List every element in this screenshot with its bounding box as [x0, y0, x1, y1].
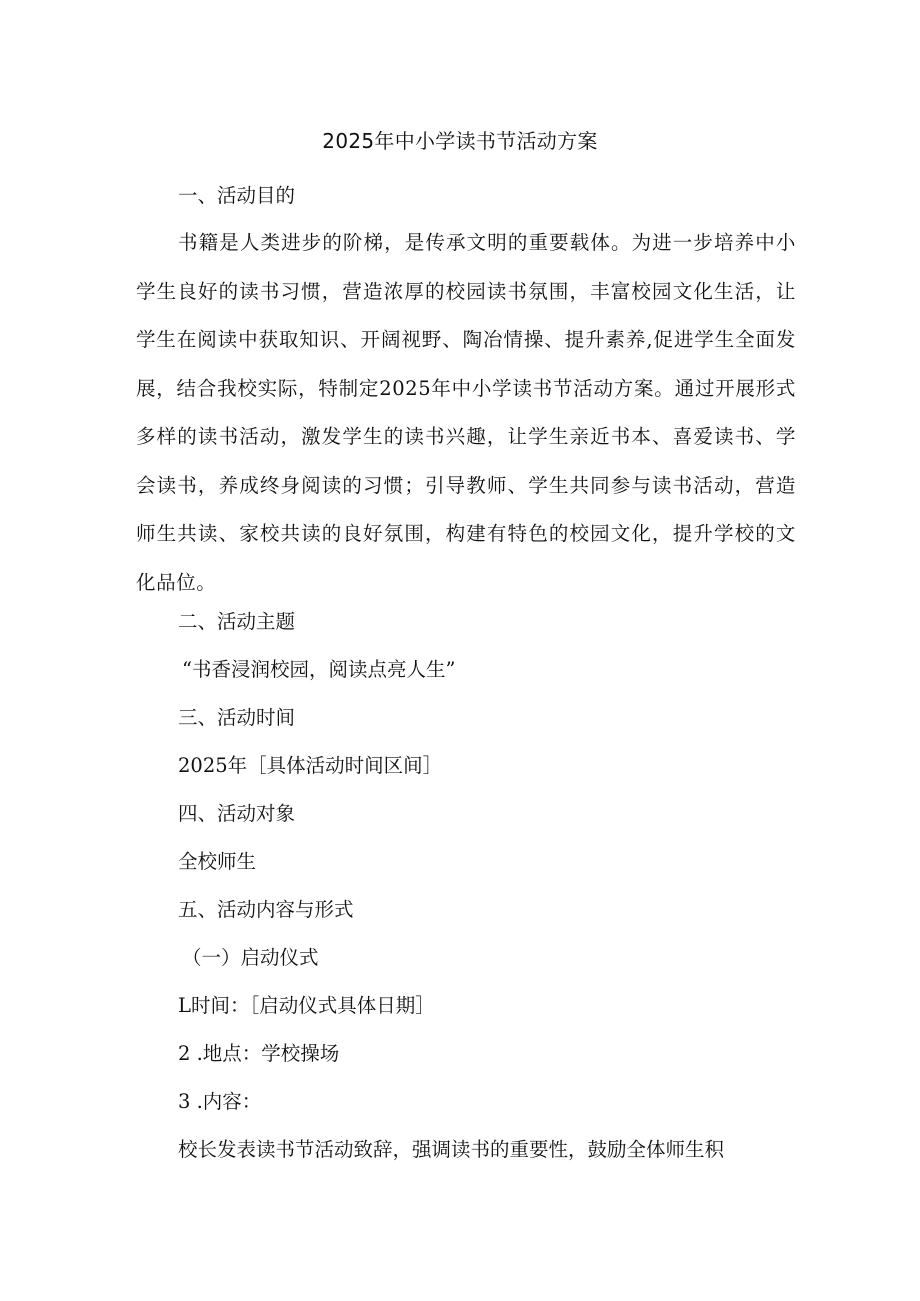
item-1-time: L时间：［启动仪式具体日期］: [178, 994, 435, 1017]
section4-target: 全校师生: [178, 850, 257, 873]
section3-time: 2025年［具体活动时间区间］: [178, 754, 443, 777]
section4-heading: 四、活动对象: [178, 802, 296, 825]
document-title: 2025年中小学读书节活动方案: [322, 129, 598, 153]
section3-heading: 三、活动时间: [178, 706, 296, 729]
subsection1-heading: （一）启动仪式: [182, 946, 319, 969]
section5-heading: 五、活动内容与形式: [178, 898, 354, 921]
section1-heading: 一、活动目的: [178, 184, 296, 207]
section2-theme: “书香浸润校园，阅读点亮人生”: [182, 658, 456, 681]
section2-heading: 二、活动主题: [178, 610, 296, 633]
item-2-location: 2 .地点：学校操场: [178, 1042, 340, 1065]
item-3-content-label: 3 .内容：: [178, 1090, 262, 1113]
section1-paragraph: 书籍是人类进步的阶梯，是传承文明的重要载体。为进一步培养中小学生良好的读书习惯，营造浓厚的校园读书氛围，丰富校园文化生活，让学生在阅读中获取知识、开阔视野、陶冶情操、提升素养,促进学生全面发展，结合我校实际，特制定2025年中小学读书节活动方案。通过开展形式多样的读书活动，激发学生的读书兴趣，让学生亲近书本、喜爱读书、学会读书，养成终身阅读的习惯；引导教师、学生共同参与读书活动，营造师生共读、家校共读的良好氛围，构建有特色的校园文化，提升学校的文化品位。: [136, 231, 796, 594]
item-3-content-text: 校长发表读书节活动致辞，强调读书的重要性，鼓励全体师生积: [178, 1138, 725, 1161]
